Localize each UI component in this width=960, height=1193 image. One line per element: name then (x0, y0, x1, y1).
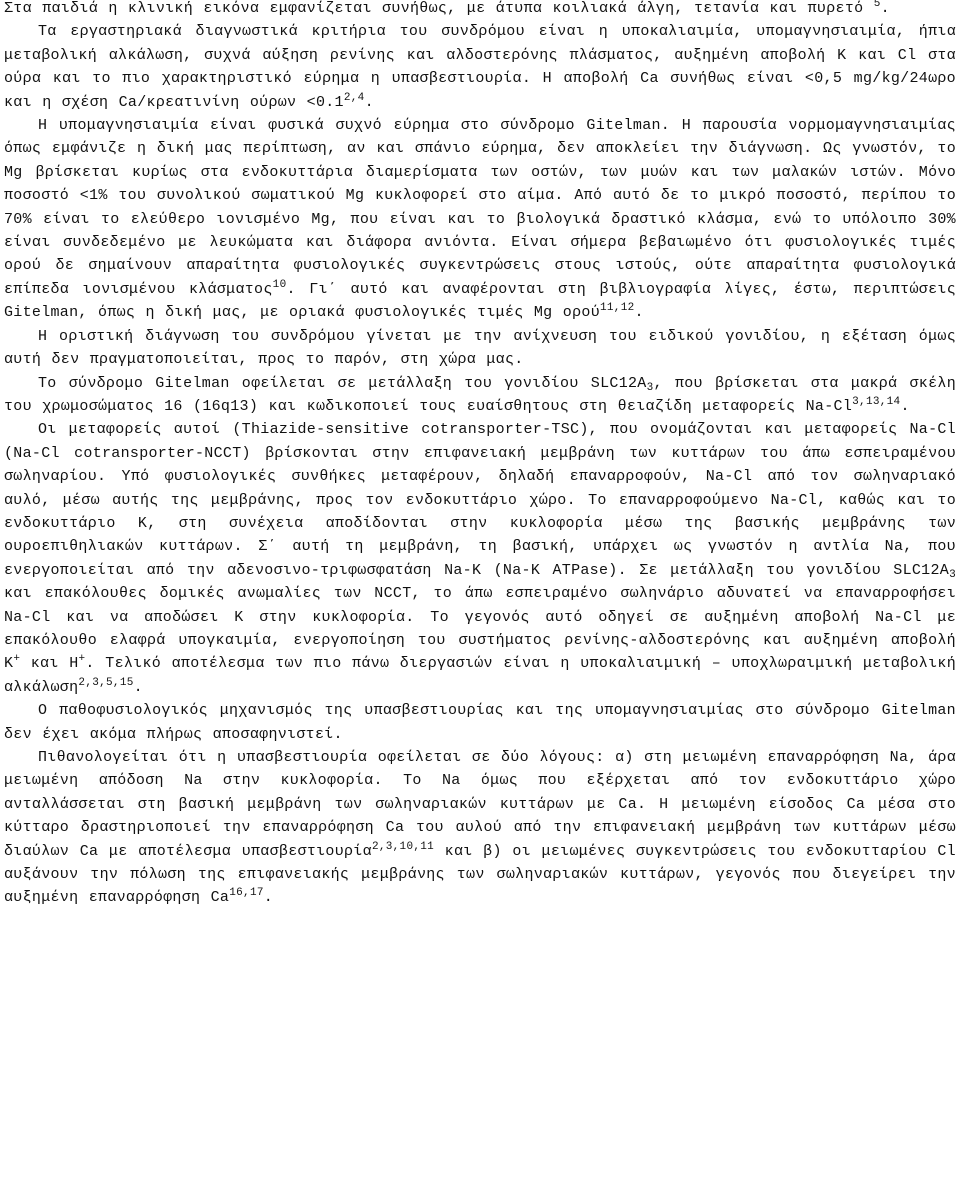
paragraph-hypomagnesemia (4, 114, 956, 325)
citation-superscript: 11,12 (600, 302, 635, 315)
citation-superscript: 3,13,14 (852, 395, 901, 408)
citation-superscript: 10 (272, 278, 287, 291)
paragraph-clinical-picture (4, 0, 956, 20)
citation-superscript: + (13, 653, 21, 666)
text-run: . (364, 93, 374, 111)
paragraph-diagnostic-criteria (4, 20, 956, 114)
paragraph-mechanism (4, 699, 956, 746)
citation-superscript: 16,17 (229, 887, 264, 900)
text-run: . (900, 397, 910, 415)
text-run: . Τελικό αποτέλεσμα των πιο πάνω διεργασιών είναι η υποκαλιαιμική – υποχλωραιμική μεταβολική αλκάλωση (4, 655, 957, 696)
citation-superscript: 2,4 (343, 91, 365, 104)
text-run: . (880, 0, 890, 17)
text-run: Στα παιδιά η κλινική εικόνα εμφανίζεται συνήθως, με άτυπα κοιλιακά άλγη, τετανία και πυρετό (4, 0, 874, 17)
text-run: Ο παθοφυσιολογικός μηχανισμός της υπασβεστιουρίας και της υπομαγνησιαιμίας στο σύνδρομο Gitelman δεν έχει ακόμα πλήρως αποσαφηνιστεί. (4, 702, 956, 743)
text-run: Πιθανολογείται ότι η υπασβεστιουρία οφείλεται σε δύο λόγους: α) στη μειωμένη επαναρρόφηση Na, άρα μειωμένη απόδοση Na στην κυκλοφορία. Το Na όμως που εξέρχεται από τον ενδοκυττάριο χώρο ανταλλάσσεται στη βασική μεμβράνη των σωληναριακών κυττάρων με Ca. Η μειωμένη είσοδος Ca μέσα στο κύτταρο δραστηριοποιεί την επαναρρόφηση Ca του αυλού από την επιφανειακή μεμβράνη των κυττάρων μέσω διαύλων Ca με αποτέλεσμα υπασβεστιουρία (4, 749, 956, 860)
paragraph-gene-mutation (4, 372, 956, 419)
subscript: 3 (646, 381, 654, 394)
text-run: . (634, 304, 644, 322)
text-run: , που βρίσκεται στα μακρά σκέλη του χρωμοσώματος 16 (16q13) και κωδικοποιεί τους ευαίσθητους στη θειαζίδη μεταφορείς Na-Cl (4, 374, 956, 415)
citation-superscript: + (78, 653, 86, 666)
text-run: Η υπομαγνησιαιμία είναι φυσικά συχνό εύρημα στο σύνδρομο Gitelman. Η παρουσία νορμομαγνησιαιμίας όπως εμφάνιζε η δική μας περίπτωση, αν και σπάνιο εύρημα, δεν αποκλείει την διάγνωση. Ως γνωστόν, το Mg βρίσκεται κυρίως στα ενδοκυττάρια διαμερίσματα των οστών, των μυών και των μαλακών ιστών. Μόνο ποσοστό <1% του συνολικού σωματικού Mg κυκλοφορεί στο αίμα. Από αυτό δε το μικρό ποσοστό, περίπου το 70% είναι το ελεύθερο ιονισμένο Mg, που είναι και το βιολογικά δραστικό κλάσμα, ενώ το υπόλοιπο 30% είναι συνδεδεμένο με λευκώματα και διάφορα ανιόντα. Είναι σήμερα βεβαιωμένο ότι φυσιολογικές τιμές ορού δε σημαίνουν απαραίτητα φυσιολογικές συγκεντρώσεις στους ιστούς, ούτε απαραίτητα φυσιολογικά επίπεδα ιονισμένου κλάσματος (4, 117, 956, 298)
text-run: Το σύνδρομο Gitelman οφείλεται σε μετάλλαξη του γονιδίου SLC12A (38, 374, 647, 392)
text-run: . (263, 889, 274, 907)
text-run: . (133, 678, 143, 696)
citation-superscript: 2,3,5,15 (78, 676, 134, 689)
paragraph-hypocalciuria (4, 746, 956, 910)
text-run: Τα εργαστηριακά διαγνωστικά κριτήρια του συνδρόμου είναι η υποκαλιαιμία, υπομαγνησιαιμία, ήπια μεταβολική αλκάλωση, συχνά αύξηση ρενίνης και αλδοστερόνης πλάσματος, αυξημένη αποβολή K και Cl στα ούρα και το πιο χαρακτηριστικό εύρημα η υπασβεστιουρία. Η αποβολή Ca συνήθως είναι <0,5 mg/kg/24ωρο και η σχέση Ca/κρεατινίνη ούρων <0.1 (4, 23, 956, 111)
text-run: και β) οι μειωμένες συγκεντρώσεις του ενδοκυτταρίου Cl αυξάνουν την πόλωση της επιφανειακής μεμβράνης των σωληναριακών κυττάρων, γεγονός που διεγείρει την αυξημένη επαναρρόφηση Ca (4, 842, 956, 907)
text-run: Οι μεταφορείς αυτοί (Thiazide-sensitive cotransporter-TSC), που ονομάζονται και μεταφορείς Na-Cl (Na-Cl cotransporter-NCCT) βρίσκονται στην επιφανειακή μεμβράνη των κυττάρων του άπω εσπειραμένου σωληναρίου. Υπό φυσιολογικές συνθήκες μεταφέρουν, δηλαδή επαναρροφούν, Na-Cl από τον σωληναριακό αυλό, μέσω αυτής της μεμβράνης, προς τον ενδοκυττάριο χώρο. Το επαναρροφούμενο Na-Cl, καθώς και το ενδοκυττάριο Κ, στη συνέχεια αποδίδονται στην κυκλοφορία μέσω της βασικής μεμβράνης των ουροεπιθηλιακών κυττάρων. Σ΄ αυτή τη μεμβράνη, τη βασική, υπάρχει ως γνωστόν η αντλία Na, που ενεργοποιείται από την αδενοσινο-τριφωσφατάση Na-K (Na-K ATPase). Σε μετάλλαξη του γονιδίου SLC12A (4, 421, 956, 579)
paragraph-definitive-diagnosis (4, 325, 956, 372)
citation-superscript: 2,3,10,11 (371, 840, 435, 853)
citation-superscript: 5 (873, 0, 881, 10)
text-run: . Γι΄ αυτό και αναφέρονται στη βιβλιογραφία λίγες, έστω, περιπτώσεις Gitelman, όπως η δική μας, με οριακά φυσιολογικές τιμές Mg ορού (4, 280, 956, 322)
text-run: Η οριστική διάγνωση του συνδρόμου γίνεται με την ανίχνευση του ειδικού γονιδίου, η εξέταση όμως αυτή δεν πραγματοποιείται, προς το παρόν, στη χώρα μας. (4, 327, 956, 369)
text-run: και H (20, 655, 79, 673)
subscript: 3 (949, 568, 956, 581)
paragraph-transporters (4, 418, 956, 699)
text-run: και επακόλουθες δομικές ανωμαλίες των NCCT, το άπω εσπειραμένο σωληνάριο αδυνατεί να επαναρροφήσει Na-Cl και να αποδώσει Κ στην κυκλοφορία. Το γεγονός αυτό οδηγεί σε αυξημένη αποβολή Na-Cl με επακόλουθο ελαφρά υπογκαιμία, ενεργοποίηση του συστήματος ρενίνης-αλδοστερόνης και αυξημένη αποβολή K (4, 585, 956, 673)
